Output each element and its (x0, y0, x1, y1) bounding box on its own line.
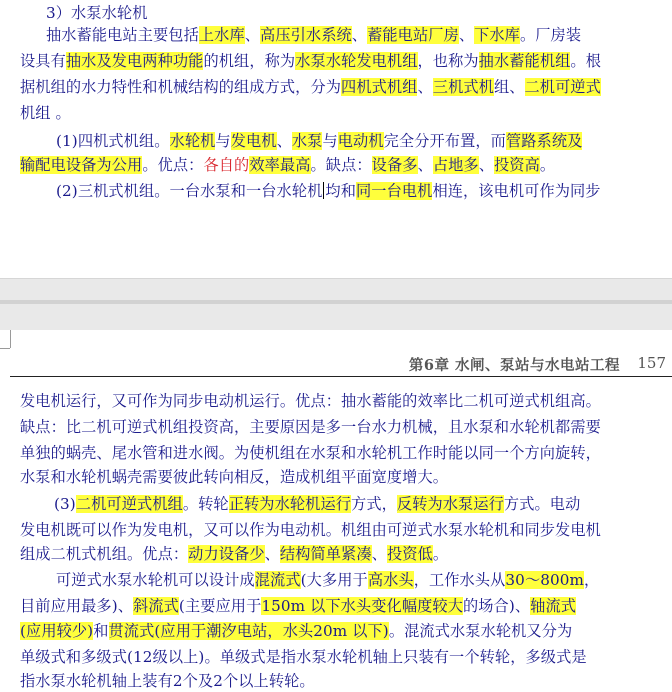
highlighted-text: 下水库 (474, 26, 520, 44)
body-text: 单级式和多级式(12级以上)。单级式是指水泵水轮机轴上只装有一个转轮，多级式是 (20, 648, 587, 666)
body-text: (1)四机式机组。 (56, 132, 170, 150)
body-text: 组成二机式机组。优点： (20, 545, 189, 563)
highlighted-text: 二机可逆式 (524, 78, 601, 96)
highlighted-text: 混流式 (254, 571, 301, 589)
highlighted-text: 反转为水泵运行 (396, 495, 504, 513)
highlighted-text: 管路系统及 (505, 132, 583, 150)
highlighted-text: 动力设备少 (188, 545, 265, 563)
body-text: 缺点：比二机可逆式机组投资高，主要原因是多一台水力机械，且水泵和水轮机都需要 (20, 418, 601, 436)
body-text: 发电机既可以作为发电机，又可以作为电动机。机组由可逆式水泵水轮机和同步发电机 (20, 521, 601, 539)
text-line (20, 102, 71, 124)
body-text: 均和 (325, 182, 356, 200)
body-text: 水泵和水轮机蜗壳需要彼此转向相反，造成机组平面宽度增大。 (20, 468, 449, 486)
text-line (54, 493, 580, 515)
body-text: 。转轮 (182, 495, 229, 513)
text-line (20, 442, 601, 464)
text-line (20, 154, 555, 176)
highlighted-text: 高压引水系统 (260, 26, 352, 44)
body-text: 、 (478, 156, 494, 174)
body-text: 、 (264, 545, 280, 563)
highlighted-text: 投资低 (386, 545, 433, 563)
body-text: 相连，该电机可作为同步 (432, 182, 601, 200)
body-text: ，工作水头从 (413, 571, 506, 589)
highlighted-text: 输配电设备为公用 (20, 156, 143, 174)
body-text: 单独的蜗壳、尾水管和进水阀。为使机组在水泵和水轮机工作时能以同一个方向旋转， (20, 444, 601, 462)
page-gap-shadow (0, 300, 672, 304)
highlighted-text: 30～800m (505, 571, 585, 589)
body-text: ，也称为 (417, 52, 479, 70)
body-text: 。 (50, 104, 71, 122)
body-text: 方式。电动 (503, 495, 581, 513)
highlighted-text: 占地多 (432, 156, 479, 174)
page-number: 157 (637, 354, 666, 372)
section-heading-text: 3）水泵水轮机 (46, 4, 148, 22)
highlighted-text: 四机式机组 (341, 78, 418, 96)
highlighted-text: 水泵 (291, 132, 323, 150)
body-text: (大多用于 (300, 571, 368, 589)
body-text: 指水泵水轮机轴上装有2个及2个以上转轮。 (20, 672, 315, 690)
text-line (56, 180, 601, 202)
highlighted-text: 电动机 (337, 132, 384, 150)
highlighted-text: 抽水及发电两种功能 (65, 52, 204, 70)
body-text: 抽水蓄能电站主要包括 (46, 26, 199, 44)
body-text: (主要应用于 (178, 597, 262, 615)
highlighted-text: 蓄能电站厂房 (367, 26, 459, 44)
body-text: 目前应用最多)、 (20, 597, 134, 615)
highlighted-text: (应用于潮汐电站，水头20m 以下) (154, 622, 389, 640)
body-text: 。缺点： (310, 156, 372, 174)
highlighted-text: 效率最高 (249, 156, 311, 174)
body-text: 。混流式水泵水轮机又分为 (388, 622, 573, 640)
body-text: 、 (276, 132, 292, 150)
body-text: 的机组，称为 (203, 52, 296, 70)
document-page-1 (0, 0, 672, 278)
body-text: 、 (417, 156, 433, 174)
highlighted-text: 高水头 (367, 571, 414, 589)
body-text: 与 (215, 132, 231, 150)
highlighted-text: 三机式机 (432, 78, 494, 96)
crop-mark (10, 330, 11, 348)
body-text: 、 (371, 545, 387, 563)
body-text: 、 (351, 26, 368, 44)
body-text: 、 (244, 26, 261, 44)
body-text: ， (584, 571, 600, 589)
text-line (46, 24, 581, 46)
text-line (20, 390, 601, 412)
body-text: 组、 (493, 78, 525, 96)
text-line (20, 646, 587, 668)
text-line (20, 519, 601, 541)
body-text: 设具有 (20, 52, 66, 70)
highlighted-text: 同一台电机 (356, 182, 433, 200)
text-line (20, 620, 572, 642)
running-header: 第6章 水闸、泵站与水电站工程 (408, 357, 620, 374)
body-text: 。 (539, 156, 556, 174)
highlighted-text: 上水库 (198, 26, 245, 44)
highlighted-text: 二机可逆式机组 (75, 495, 183, 513)
body-text: 。根 (570, 52, 601, 70)
text-line (20, 416, 601, 438)
body-text: 完全分开布置，而 (383, 132, 506, 150)
body-text: 、 (417, 78, 433, 96)
text-line (20, 670, 315, 692)
body-text: 、 (458, 26, 475, 44)
text-line (20, 595, 576, 617)
body-text: 机组 (20, 104, 51, 122)
highlighted-text: (应用较少) (20, 622, 94, 640)
highlighted-text: 水轮机 (169, 132, 216, 150)
body-text: 和 (93, 622, 109, 640)
highlighted-text: 投资高 (494, 156, 540, 174)
body-text: 。厂房装 (519, 26, 582, 44)
highlighted-text: 发电机 (230, 132, 277, 150)
document-page-2 (0, 330, 672, 690)
highlighted-text: 水泵水轮发电机组 (295, 52, 418, 70)
text-line (20, 76, 601, 98)
red-text: 各自的 (203, 156, 250, 174)
body-text: 。优点： (142, 156, 204, 174)
body-text: (3) (54, 495, 76, 513)
body-text: (2)三机式机组。一台水泵和一台水轮机 (56, 182, 323, 200)
crop-mark (0, 348, 10, 349)
section-heading (46, 2, 148, 24)
header-rule (10, 376, 672, 377)
text-line (20, 50, 601, 72)
body-text: 据机组的水力特性和机械结构的组成方式，分为 (20, 78, 342, 96)
highlighted-text: 轴流式 (530, 597, 577, 615)
body-text: 可逆式水泵水轮机可以设计成 (56, 571, 255, 589)
body-text: 的场合)、 (462, 597, 531, 615)
page-gap (0, 278, 672, 331)
body-text: 发电机运行，又可作为同步电动机运行。优点：抽水蓄能的效率比二机可逆式机组高。 (20, 392, 601, 410)
highlighted-text: 贯流式 (108, 622, 155, 640)
highlighted-text: 结构简单紧凑 (279, 545, 372, 563)
text-line (56, 569, 599, 591)
highlighted-text: 150m 以下水头变化幅度较大 (261, 597, 463, 615)
highlighted-text: 正转为水轮机运行 (228, 495, 352, 513)
highlighted-text: 抽水蓄能机组 (478, 52, 571, 70)
body-text: 。 (432, 545, 449, 563)
highlighted-text: 设备多 (371, 156, 418, 174)
body-text: 与 (322, 132, 338, 150)
body-text: 方式， (351, 495, 397, 513)
text-line (56, 130, 582, 152)
text-line (20, 466, 448, 488)
text-line (20, 543, 448, 565)
highlighted-text: 斜流式 (133, 597, 179, 615)
